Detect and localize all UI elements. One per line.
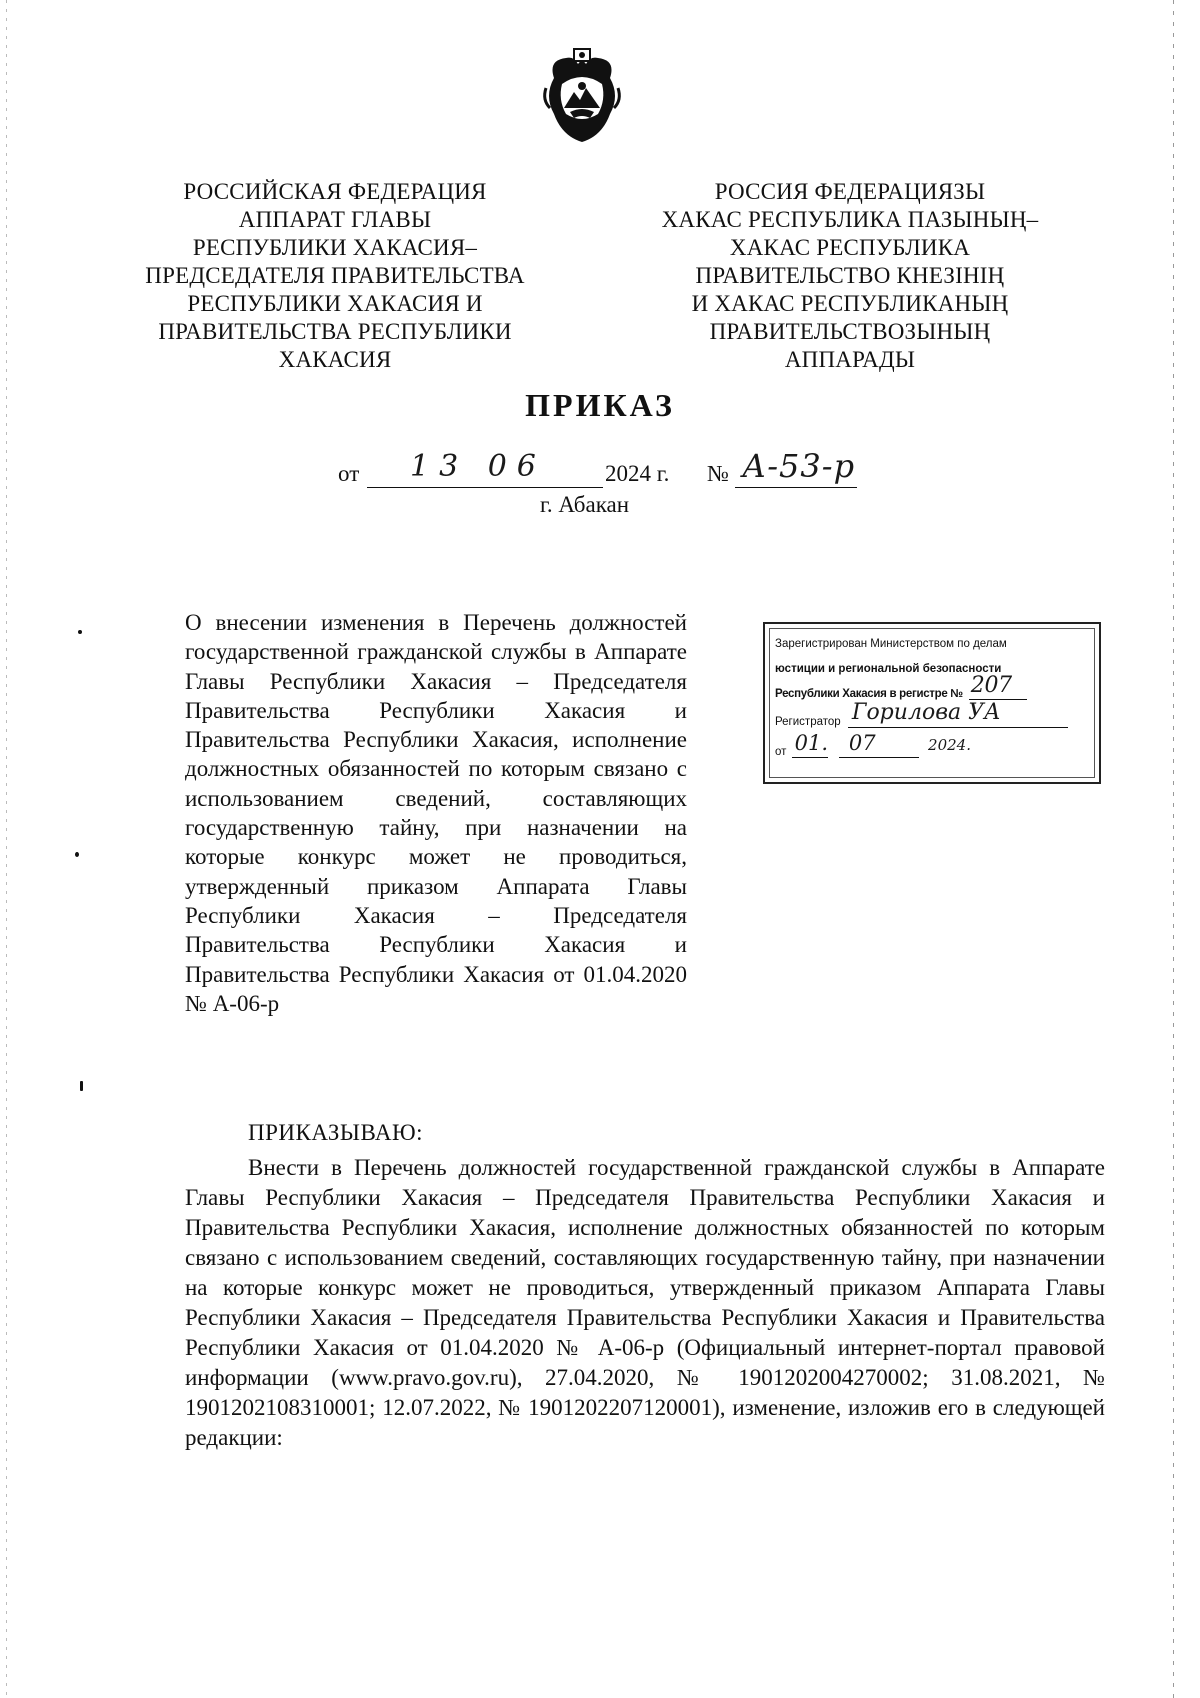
header-left-line: ПРАВИТЕЛЬСТВА РЕСПУБЛИКИ	[158, 319, 512, 344]
header-right-line: ПРАВИТЕЛЬСТВО КНЕЗІНІҢ	[695, 263, 1005, 288]
stamp-year-box	[928, 736, 971, 758]
number-label: №	[707, 461, 729, 486]
header-right-line: ХАКАС РЕСПУБЛИКА ПАЗЫНЫҢ–	[661, 207, 1039, 232]
header-left-line: РЕСПУБЛИКИ ХАКАСИЯ–	[192, 235, 478, 260]
scan-edge-left	[6, 0, 7, 1698]
header-left-line: ПРЕДСЕДАТЕЛЯ ПРАВИТЕЛЬСТВА	[145, 263, 525, 288]
header-right-khakas	[630, 178, 1070, 374]
stamp-day-underline	[792, 731, 829, 758]
order-keyword: ПРИКАЗЫВАЮ:	[248, 1120, 424, 1145]
stamp-year: 2024.	[928, 736, 971, 754]
stamp-register-row	[775, 673, 1027, 700]
header-right-line: ПРАВИТЕЛЬСТВОЗЫНЫҢ	[709, 319, 991, 344]
stamp-month: 07	[848, 731, 876, 755]
scan-speck	[80, 1081, 83, 1091]
scan-speck	[75, 852, 79, 857]
date-handwritten: 13 06	[410, 449, 546, 484]
scan-speck	[78, 630, 82, 634]
coat-of-arms-emblem	[540, 48, 624, 144]
stamp-register-label: Республики Хакасия в регистре №	[775, 688, 963, 700]
header-left-line: РОССИЙСКАЯ ФЕДЕРАЦИЯ	[183, 179, 487, 204]
number-handwritten: А-53-р	[742, 447, 856, 485]
stamp-line: Зарегистрирован Министерством по делам	[775, 638, 1007, 650]
stamp-register-number: 207	[970, 673, 1012, 698]
stamp-register-underline	[969, 673, 1027, 700]
header-left-line: АППАРАТ ГЛАВЫ	[238, 207, 432, 232]
header-left-russian	[120, 178, 550, 374]
stamp-date-row	[775, 731, 971, 758]
order-subject: О внесении изменения в Перечень должностей государственной гражданской службы в Аппарате Главы Республики Хакасия – Председателя Правительства Республики Хакасия и Правительства Республики Хакасия, исполнение должностных обязанностей по которым связано с использованием сведений, составляющих государственную тайну, при назначении на которые конкурс может не проводиться, утвержденный приказом Аппарата Главы Республики Хакасия – Председателя Правительства Республики Хакасия и Правительства Республики Хакасия от 01.04.2020 № А-06-р	[185, 610, 687, 1016]
stamp-month-underline	[839, 731, 919, 758]
stamp-registrar-label: Регистратор	[775, 716, 841, 728]
stamp-registrar-row	[775, 700, 1068, 728]
header-right-line: РОССИЯ ФЕДЕРАЦИЯЗЫ	[714, 179, 986, 204]
stamp-day: 01.	[794, 731, 829, 755]
scan-edge-right	[1173, 0, 1174, 1698]
stamp-registrar-signature: Горилова УА	[851, 700, 1001, 725]
stamp-date-from-label: от	[775, 746, 787, 758]
registration-stamp	[763, 622, 1101, 784]
date-year: 2024 г.	[605, 461, 670, 486]
stamp-registrar-underline	[848, 700, 1068, 728]
header-right-line: АППАРАДЫ	[784, 347, 916, 372]
date-from-label: от	[338, 461, 360, 486]
order-body-paragraph: Внести в Перечень должностей государственной гражданской службы в Аппарате Главы Республики Хакасия – Председателя Правительства Республики Хакасия и Правительства Республики Хакасия, исполнение должностных обязанностей по которым связано с использованием сведений, составляющих государственную тайну, при назначении на которые конкурс может не проводиться, утвержденный приказом Аппарата Главы Республики Хакасия – Председателя Правительства Республики Хакасия и Правительства Республики Хакасия от 01.04.2020 № А-06-р (Официальный интернет-портал правовой информации (www.pravo.gov.ru), 27.04.2020, № 1901202004270002; 31.08.2021, № 1901202108310001; 12.07.2022, № 1901202207120001), изменение, изложив его в следующей редакции:	[185, 1155, 1105, 1450]
document-title: ПРИКАЗ	[525, 387, 675, 423]
city-name: г. Абакан	[540, 492, 630, 517]
header-left-line: ХАКАСИЯ	[278, 347, 392, 372]
header-right-line: ХАКАС РЕСПУБЛИКА	[729, 235, 971, 260]
date-number-row	[0, 447, 1200, 495]
header-left-line: РЕСПУБЛИКИ ХАКАСИЯ И	[187, 291, 483, 316]
header-right-line: И ХАКАС РЕСПУБЛИКАНЫҢ	[691, 291, 1009, 316]
stamp-line: юстиции и региональной безопасности	[775, 663, 1002, 675]
